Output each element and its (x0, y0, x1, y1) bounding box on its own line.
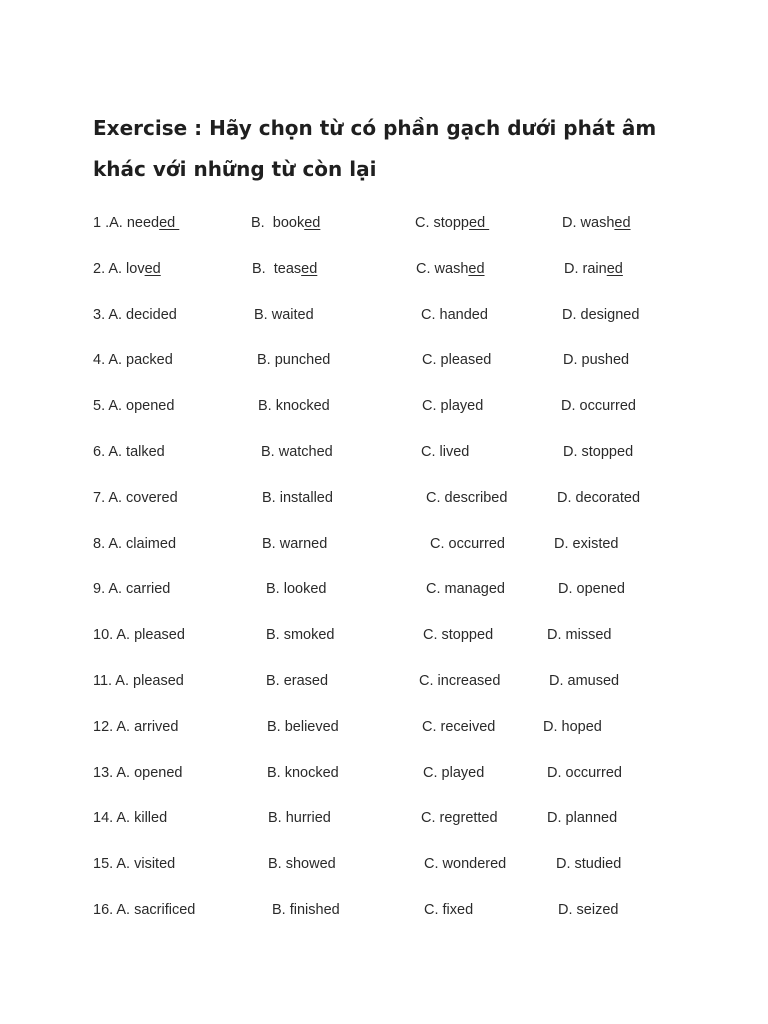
option-d (556, 856, 621, 872)
option-d (543, 719, 602, 735)
option-b (266, 581, 326, 597)
option-c (415, 215, 489, 231)
option-text: 7. A. covered (93, 489, 178, 506)
option-a (93, 215, 179, 231)
option-text: 8. A. claimed (93, 535, 177, 552)
option-text: B. believed (267, 718, 339, 735)
option-a (93, 627, 185, 643)
option-text: C. played (423, 764, 485, 781)
option-text: D. studied (556, 856, 622, 873)
option-text: D. rain (564, 260, 607, 277)
option-text: 12. A. arrived (93, 718, 179, 735)
question-row (0, 338, 768, 384)
option-text: D. decorated (557, 489, 641, 506)
option-text: B. punched (257, 352, 331, 369)
option-a (93, 398, 174, 414)
option-text: 10. A. pleased (93, 627, 185, 644)
option-c (423, 765, 484, 781)
question-row (0, 201, 768, 247)
option-d (558, 902, 618, 918)
option-b (272, 902, 340, 918)
option-text: 5. A. opened (93, 398, 175, 415)
option-text: C. received (422, 718, 496, 735)
option-b (258, 398, 330, 414)
option-text: B. knocked (258, 398, 330, 415)
question-row (0, 522, 768, 568)
option-text: B. waited (254, 306, 314, 323)
option-text: 1 .A. need (93, 215, 160, 231)
option-text: B. showed (268, 856, 336, 873)
option-text: C. stopped (423, 627, 494, 644)
option-b (266, 673, 328, 689)
option-text: D. stopped (563, 443, 634, 460)
option-text: 15. A. visited (93, 856, 176, 873)
option-b (268, 856, 336, 872)
option-c (430, 536, 505, 552)
option-text: B. looked (266, 581, 327, 598)
option-text: C. wash (416, 260, 469, 277)
option-text: D. amused (549, 672, 620, 689)
option-c (416, 261, 485, 277)
option-c (423, 627, 493, 643)
underlined-ending: ed (301, 260, 318, 277)
option-a (93, 307, 177, 323)
option-text: D. designed (562, 306, 640, 323)
option-text: D. existed (554, 535, 619, 552)
question-row (0, 476, 768, 522)
option-b (267, 765, 339, 781)
option-b (262, 490, 333, 506)
option-c (421, 444, 469, 460)
option-d (558, 581, 625, 597)
option-text: 3. A. decided (93, 306, 177, 323)
option-b (262, 536, 327, 552)
option-d (554, 536, 618, 552)
option-d (562, 215, 631, 231)
question-row (0, 888, 768, 934)
option-a (93, 352, 173, 368)
option-text: D. hoped (543, 718, 602, 735)
option-a (93, 810, 167, 826)
option-b (267, 719, 339, 735)
option-text: D. occurred (561, 398, 636, 415)
option-text: C. managed (426, 581, 505, 598)
exercise-title: Exercise : Hãy chọn từ có phần gạch dưới phát âm khác với những từ còn lại (93, 116, 657, 181)
option-text: C. occurred (430, 535, 505, 552)
option-b (252, 261, 317, 277)
option-c (422, 352, 491, 368)
underlined-ending: ed (614, 215, 631, 231)
option-text: D. pushed (563, 352, 630, 369)
option-text: D. wash (562, 215, 615, 231)
option-d (564, 261, 623, 277)
option-d (562, 307, 639, 323)
option-text: C. stopp (415, 215, 469, 231)
option-text: 13. A. opened (93, 764, 183, 781)
option-text: C. pleased (422, 352, 492, 369)
question-row (0, 659, 768, 705)
question-row (0, 247, 768, 293)
option-b (266, 627, 335, 643)
option-text: B. teas (252, 260, 302, 277)
underlined-ending: ed (304, 215, 321, 231)
question-list (0, 201, 768, 934)
option-b (261, 444, 333, 460)
option-text: 11. A. pleased (93, 672, 184, 689)
option-text: C. regretted (421, 810, 498, 827)
option-d (561, 398, 636, 414)
option-a (93, 902, 195, 918)
question-row (0, 796, 768, 842)
option-a (93, 536, 176, 552)
question-row (0, 567, 768, 613)
option-a (93, 719, 178, 735)
option-b (251, 215, 320, 231)
option-c (421, 307, 488, 323)
underlined-ending: ed (468, 260, 485, 277)
option-c (424, 902, 473, 918)
option-text: 2. A. lov (93, 260, 145, 277)
option-text: 16. A. sacrificed (93, 901, 196, 918)
option-text: B. erased (266, 672, 329, 689)
option-a (93, 490, 178, 506)
question-row (0, 842, 768, 888)
option-a (93, 261, 161, 277)
underlined-ending: ed (159, 215, 180, 231)
option-text: B. installed (262, 489, 333, 506)
option-text: B. hurried (268, 810, 331, 827)
option-text: C. increased (419, 672, 501, 689)
option-c (421, 810, 498, 826)
option-c (426, 581, 505, 597)
option-d (549, 673, 619, 689)
option-b (268, 810, 331, 826)
option-text: D. planned (547, 810, 618, 827)
option-text: 14. A. killed (93, 810, 168, 827)
option-b (257, 352, 330, 368)
option-text: 4. A. packed (93, 352, 173, 369)
option-text: B. finished (272, 901, 340, 918)
option-text: D. seized (558, 901, 619, 918)
option-text: B. warned (262, 535, 328, 552)
option-b (254, 307, 314, 323)
option-text: B. knocked (267, 764, 339, 781)
option-text: C. fixed (424, 901, 474, 918)
option-text: D. opened (558, 581, 625, 598)
option-c (424, 856, 506, 872)
option-text: C. described (426, 489, 508, 506)
question-row (0, 384, 768, 430)
option-d (563, 352, 629, 368)
question-row (0, 751, 768, 797)
option-a (93, 444, 165, 460)
option-a (93, 673, 184, 689)
question-row (0, 705, 768, 751)
option-c (419, 673, 500, 689)
option-text: B. watched (261, 443, 333, 460)
option-d (547, 627, 611, 643)
option-c (422, 398, 483, 414)
option-c (422, 719, 495, 735)
underlined-ending: ed (606, 260, 623, 277)
question-row (0, 613, 768, 659)
option-text: D. missed (547, 627, 612, 644)
option-text: D. occurred (547, 764, 622, 781)
option-text: C. played (422, 398, 484, 415)
option-d (557, 490, 640, 506)
option-text: 9. A. carried (93, 581, 171, 598)
option-text: C. lived (421, 443, 470, 460)
option-d (547, 765, 622, 781)
option-text: C. handed (421, 306, 488, 323)
option-text: B. smoked (266, 627, 335, 644)
option-a (93, 856, 175, 872)
option-text: B. book (251, 215, 305, 231)
underlined-ending: ed (144, 260, 161, 277)
option-text: C. wondered (424, 856, 507, 873)
question-row (0, 430, 768, 476)
underlined-ending: ed (469, 215, 490, 231)
question-row (0, 293, 768, 339)
option-a (93, 581, 170, 597)
option-d (547, 810, 617, 826)
option-a (93, 765, 183, 781)
option-d (563, 444, 633, 460)
option-text: 6. A. talked (93, 443, 165, 460)
option-c (426, 490, 507, 506)
